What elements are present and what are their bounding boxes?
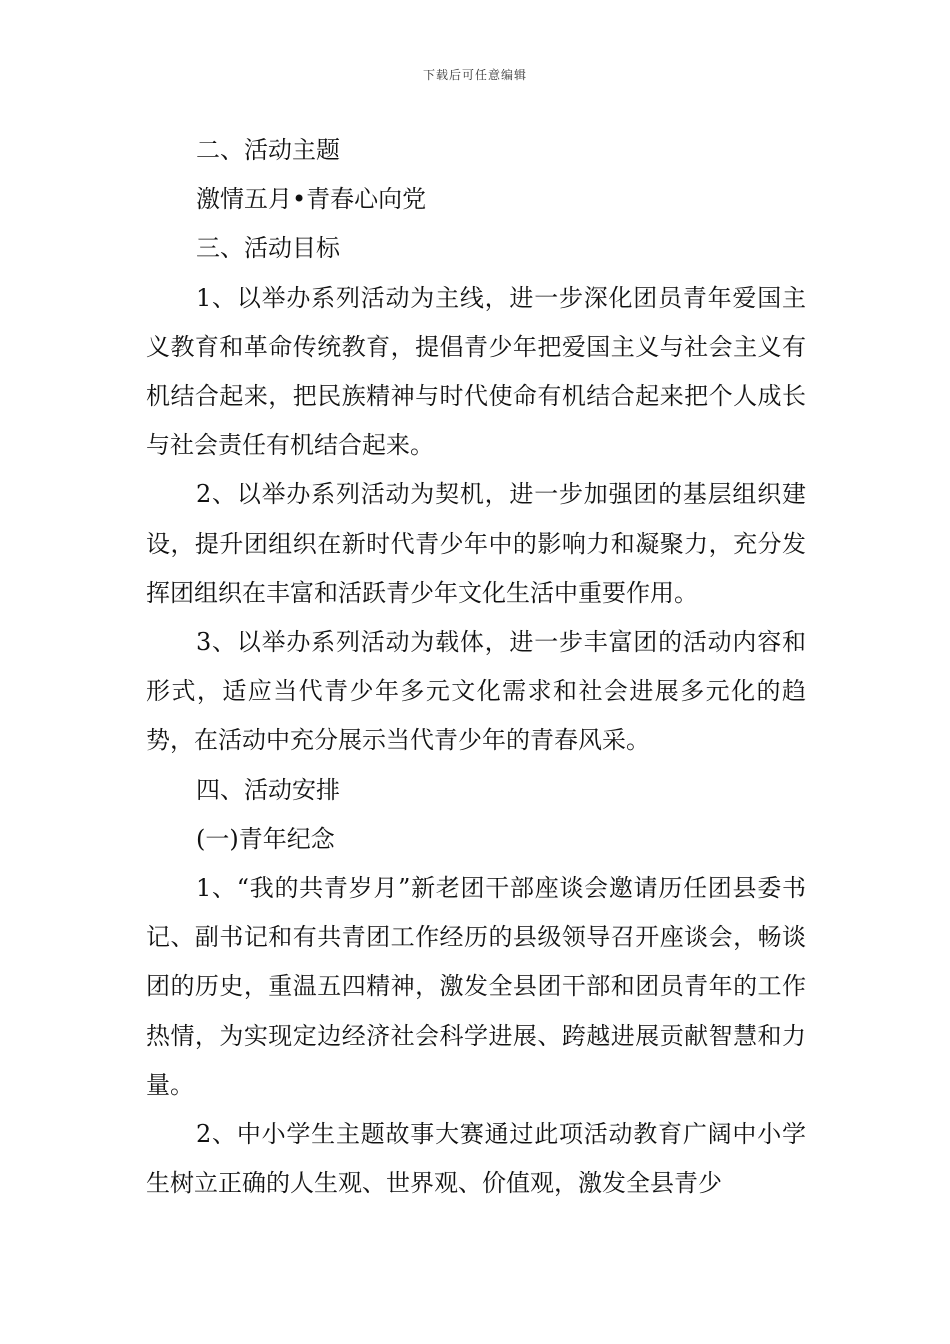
document-body bbox=[146, 126, 806, 1208]
arrangement-paragraph-1: 1、“我的共青岁月”新老团干部座谈会邀请历任团县委书记、副书记和有共青团工作经历的县级领导召开座谈会，畅谈团的历史，重温五四精神，激发全县团干部和团员青年的工作热情，为实现定边经济社会科学进展、跨越进展贡献智慧和力量。 bbox=[146, 874, 806, 1099]
header-note: 下载后可任意编辑 bbox=[422, 68, 527, 82]
goal-paragraph-1: 1、以举办系列活动为主线，进一步深化团员青年爱国主义教育和革命传统教育，提倡青少年把爱国主义与社会主义有机结合起来，把民族精神与时代使命有机结合起来把个人成长与社会责任有机结合起来。 bbox=[146, 283, 806, 460]
goal-paragraph-3: 3、以举办系列活动为载体，进一步丰富团的活动内容和形式，适应当代青少年多元文化需求和社会进展多元化的趋势，在活动中充分展示当代青少年的青春风采。 bbox=[146, 628, 806, 755]
subsection-heading-commemoration: (一)青年纪念 bbox=[196, 824, 335, 853]
section-heading-theme: 二、活动主题 bbox=[196, 136, 340, 164]
section-heading-goals: 三、活动目标 bbox=[196, 234, 340, 263]
section-heading-arrangement: 四、活动安排 bbox=[196, 775, 340, 804]
theme-text: 激情五月•青春心向党 bbox=[196, 185, 427, 214]
arrangement-paragraph-2: 2、中小学生主题故事大赛通过此项活动教育广阔中小学生树立正确的人生观、世界观、价值观，激发全县青少 bbox=[146, 1120, 806, 1198]
goal-paragraph-2: 2、以举办系列活动为契机，进一步加强团的基层组织建设，提升团组织在新时代青少年中的影响力和凝聚力，充分发挥团组织在丰富和活跃青少年文化生活中重要作用。 bbox=[146, 480, 806, 607]
